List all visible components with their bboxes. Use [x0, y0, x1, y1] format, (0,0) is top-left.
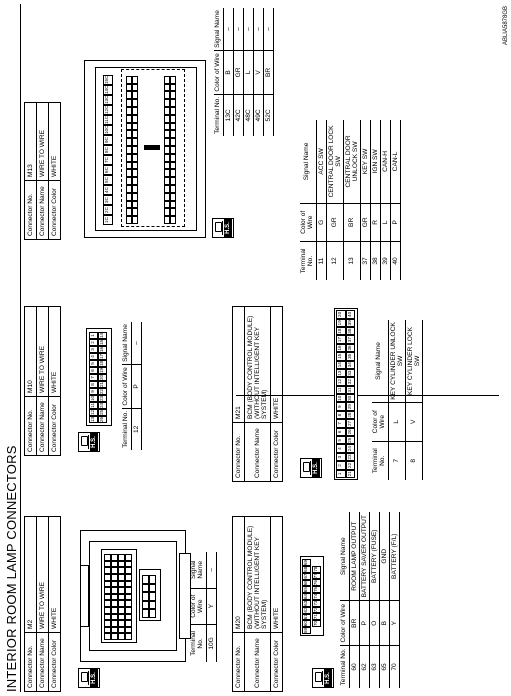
label-connector-name: Connector Name: [37, 181, 49, 240]
label-connector-no: Connector No.: [25, 397, 37, 456]
header-color-of-wire: Color of Wire: [214, 51, 223, 95]
label-connector-name: Connector Name: [37, 633, 49, 692]
label-connector-no: Connector No.: [25, 181, 37, 240]
m22-signal-table: [300, 120, 401, 280]
hs-icon: H.S.: [312, 668, 334, 688]
page-title: INTERIOR ROOM LAMP CONNECTORS: [4, 445, 19, 692]
label-connector-color: Connector Color: [271, 423, 283, 482]
m21-connector-face: 1 2 3 4 5 6 7 8 9 10 11 12 13 14 15 16 17 18 19 20 21 22 23 24 25 26 27 28 29 30 31 32 33 34 35 36 37 38 39 40: [334, 308, 358, 480]
connector-m10: [24, 306, 61, 456]
header-color-of-wire: Color of Wire: [122, 365, 131, 409]
table-row: 7 L KEY CYLINDER UNLOCK SW: [388, 320, 405, 480]
label-connector-no: Connector No.: [25, 633, 37, 692]
header-color-of-wire: Color of Wire: [190, 588, 206, 624]
m2-connector-name: WIRE TO WIRE: [37, 517, 49, 633]
connector-m20: [232, 516, 283, 692]
label-connector-color: Connector Color: [271, 633, 283, 692]
m20-header-table: [232, 516, 283, 692]
m21-connector-no: M21: [233, 307, 245, 423]
table-row: 42C GR –: [233, 8, 243, 136]
label-connector-name: Connector Name: [245, 423, 271, 482]
table-row: 63 O BATTERY (FUSE): [369, 512, 379, 688]
header-color-of-wire: Color of Wire: [372, 402, 388, 441]
table-row: 48C L –: [243, 8, 253, 136]
table-row: 60 BR ROOM LAMP OUTPUT: [349, 512, 359, 688]
m10-signal-table: [122, 322, 142, 450]
connector-m2: [24, 516, 61, 692]
table-row: 12 GR CENTRAL DOOR LOCK SW: [326, 120, 343, 280]
m10-header-table: [24, 306, 61, 456]
table-row: 37 GR KEY SW: [360, 120, 370, 280]
header-signal-name: Signal Name: [340, 512, 349, 601]
table-row: 10G Y –: [206, 552, 216, 662]
m21-header-table: [232, 306, 283, 482]
m10-connector-name: WIRE TO WIRE: [37, 307, 49, 397]
header-signal-name: Signal Name: [190, 552, 206, 588]
m10-connector-color: WHITE: [49, 307, 61, 397]
m2-signal-table: [190, 552, 217, 662]
hs-icon: H.S.: [78, 432, 100, 452]
header-terminal-no: Terminal No.: [340, 645, 349, 688]
table-row: 13 BR CENTRAL DOOR UNLOCK SW: [343, 120, 360, 280]
m20-signal-table: [340, 512, 400, 688]
table-row: 13C B –: [223, 8, 233, 136]
table-row: 38 R IGN SW: [370, 120, 380, 280]
image-code: ABLIA5878GB: [503, 6, 509, 46]
m13-connector-name: WIRE TO WIRE: [37, 103, 49, 181]
m21-connector-color: WHITE: [271, 307, 283, 423]
header-color-of-wire: Color of Wire: [300, 203, 316, 241]
m2-connector-face: [80, 530, 186, 662]
label-connector-no: Connector No.: [233, 423, 245, 482]
label-connector-name: Connector Name: [37, 397, 49, 456]
table-row: 52C BR –: [263, 8, 273, 136]
m20-connector-no: M20: [233, 517, 245, 633]
table-row: 12 P –: [131, 322, 141, 450]
connector-m13: [24, 102, 61, 240]
hs-icon: H.S.: [78, 668, 100, 688]
m13-header-table: [24, 102, 61, 240]
header-color-of-wire: Color of Wire: [340, 601, 349, 646]
label-connector-color: Connector Color: [49, 397, 61, 456]
header-terminal-no: Terminal No.: [122, 408, 131, 450]
m13-connector-color: WHITE: [49, 103, 61, 181]
m21-signal-table: [372, 320, 423, 480]
hs-icon: H.S.: [212, 218, 234, 238]
label-connector-color: Connector Color: [49, 181, 61, 240]
header-signal-name: Signal Name: [214, 8, 223, 51]
connector-m21: [232, 306, 283, 482]
header-signal-name: Signal Name: [372, 320, 388, 402]
header-signal-name: Signal Name: [300, 120, 316, 203]
m2-connector-no: M2: [25, 517, 37, 633]
table-row: 40 P CAN-L: [390, 120, 400, 280]
table-row: 62 P BATTERY SAVER OUTPUT: [359, 512, 369, 688]
m21-connector-name: BCM (BODY CONTROL MODULE) (WITHOUT INTELLIGENT KEY SYSTEM): [245, 307, 271, 423]
table-row: 49C V –: [253, 8, 263, 136]
table-row: 8 V KEY CYLINDER LOCK SW: [405, 320, 422, 480]
m13-connector-no: M13: [25, 103, 37, 181]
m13-signal-table: [214, 8, 274, 136]
label-connector-no: Connector No.: [233, 633, 245, 692]
header-signal-name: Signal Name: [122, 322, 131, 365]
hs-icon: H.S.: [300, 458, 322, 478]
header-terminal-no: Terminal No.: [214, 94, 223, 136]
m10-connector-face: 13 12 11 10 9 8 7 6 5 4 3 2 1 26 25 24 23 22 21 20 19 18 17 16 15 14: [86, 328, 112, 426]
table-row: 39 L CAN-H: [380, 120, 390, 280]
table-row: 11 G ACC SW: [316, 120, 326, 280]
m2-connector-color: WHITE: [49, 517, 61, 633]
header-terminal-no: Terminal No.: [372, 441, 388, 480]
label-connector-name: Connector Name: [245, 633, 271, 692]
m20-connector-name: BCM (BODY CONTROL MODULE) (WITHOUT INTELLIGENT KEY SYSTEM): [245, 517, 271, 633]
header-terminal-no: Terminal No.: [300, 241, 316, 280]
m2-header-table: [24, 516, 61, 692]
title-rule: [20, 4, 21, 692]
m13-connector-face: 1C 2C 3C 4C 5C 6C 7C 8C 9C 10C 11C 12C 13C 14C 15C: [84, 60, 206, 238]
header-terminal-no: Terminal No.: [190, 624, 206, 662]
m20-connector-face: 59 60 61 62 63 64 65 66 67 68 69 70 71 72 73 74 75 76 77 78: [300, 556, 324, 636]
table-row: 70 Y BATTERY (F/L): [389, 512, 399, 688]
table-row: 65 B GND: [379, 512, 389, 688]
m20-connector-color: WHITE: [271, 517, 283, 633]
m10-connector-no: M10: [25, 307, 37, 397]
label-connector-color: Connector Color: [49, 633, 61, 692]
